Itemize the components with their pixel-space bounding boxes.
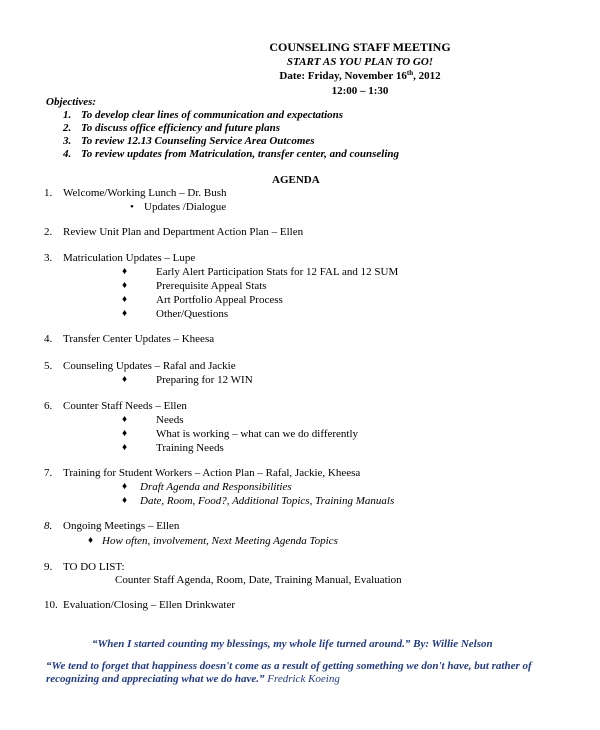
- motto: START AS YOU PLAN TO GO!: [286, 56, 434, 68]
- diamond-bullet-icon: ♦: [122, 308, 128, 319]
- quote-line: “We tend to forget that happiness doesn't come as a result of getting something we don't have, but rather of: [46, 660, 532, 672]
- agenda-subitem: Early Alert Participation Stats for 12 FAL and 12 SUM: [156, 266, 399, 278]
- agenda-subitem: Training Needs: [156, 442, 224, 454]
- agenda-subitem: Preparing for 12 WIN: [156, 374, 253, 386]
- quote-willie-nelson: “When I started counting my blessings, my whole life turned around.” By: Willie Nelson: [92, 638, 493, 650]
- diamond-bullet-icon: ♦: [122, 428, 128, 439]
- diamond-bullet-icon: ♦: [122, 442, 128, 453]
- agenda-heading: AGENDA: [272, 174, 320, 186]
- objective-number: 2.: [63, 122, 72, 134]
- agenda-item: Evaluation/Closing – Ellen Drinkwater: [63, 599, 235, 611]
- quote-line: recognizing and appreciating what we do have.” Fredrick Koeing: [46, 673, 340, 685]
- diamond-bullet-icon: ♦: [122, 374, 128, 385]
- diamond-bullet-icon: ♦: [122, 266, 128, 277]
- agenda-item: Counter Staff Needs – Ellen: [63, 400, 187, 412]
- agenda-subitem: Art Portfolio Appeal Process: [156, 294, 283, 306]
- agenda-subitem: Updates /Dialogue: [144, 201, 227, 213]
- agenda-item: Review Unit Plan and Department Action Plan – Ellen: [63, 226, 304, 238]
- document-title: COUNSELING STAFF MEETING: [269, 40, 451, 54]
- diamond-bullet-icon: ♦: [122, 481, 128, 492]
- agenda-subitem: Counter Staff Agenda, Room, Date, Training Manual, Evaluation: [115, 574, 402, 586]
- agenda-number: 1.: [44, 187, 53, 199]
- agenda-item: Matriculation Updates – Lupe: [63, 252, 196, 264]
- agenda-number: 9.: [44, 561, 53, 573]
- agenda-item: Training for Student Workers – Action Plan – Rafal, Jackie, Kheesa: [63, 467, 361, 479]
- agenda-number: 6.: [44, 400, 53, 412]
- diamond-bullet-icon: ♦: [122, 414, 128, 425]
- agenda-item: Welcome/Working Lunch – Dr. Bush: [63, 187, 227, 199]
- objective-item: To review 12.13 Counseling Service Area Outcomes: [81, 135, 315, 147]
- objective-number: 1.: [63, 109, 72, 121]
- agenda-number: 3.: [44, 252, 53, 264]
- agenda-item: Ongoing Meetings – Ellen: [63, 520, 180, 532]
- agenda-number: 7.: [44, 467, 53, 479]
- diamond-bullet-icon: ♦: [122, 294, 128, 305]
- bullet-icon: •: [130, 201, 134, 213]
- agenda-number: 5.: [44, 360, 53, 372]
- agenda-subitem: What is working – what can we do differently: [156, 428, 359, 440]
- agenda-subitem: Needs: [156, 414, 184, 426]
- diamond-bullet-icon: ♦: [122, 495, 128, 506]
- agenda-subitem: Other/Questions: [156, 308, 229, 320]
- agenda-number: 10.: [44, 599, 58, 611]
- agenda-number: 4.: [44, 333, 53, 345]
- diamond-bullet-icon: ♦: [122, 280, 128, 291]
- objective-number: 4.: [63, 148, 72, 160]
- agenda-item: Transfer Center Updates – Kheesa: [63, 333, 215, 345]
- agenda-subitem: Date, Room, Food?, Additional Topics, Training Manuals: [140, 495, 395, 507]
- objectives-heading: Objectives:: [46, 96, 97, 108]
- agenda-subitem: Prerequisite Appeal Stats: [156, 280, 267, 292]
- objective-item: To develop clear lines of communication and expectations: [81, 109, 344, 121]
- agenda-subitem: Draft Agenda and Responsibilities: [140, 481, 292, 493]
- meeting-date: Date: Friday, November 16th, 2012: [279, 69, 441, 82]
- objective-number: 3.: [63, 135, 72, 147]
- agenda-number: 8.: [44, 520, 53, 532]
- agenda-item: TO DO LIST:: [63, 561, 125, 573]
- agenda-number: 2.: [44, 226, 53, 238]
- agenda-subitem: How often, involvement, Next Meeting Agenda Topics: [102, 535, 338, 547]
- diamond-bullet-icon: ♦: [88, 535, 94, 546]
- meeting-time: 12:00 – 1:30: [331, 85, 389, 97]
- objective-item: To review updates from Matriculation, transfer center, and counseling: [81, 148, 400, 160]
- agenda-item: Counseling Updates – Rafal and Jackie: [63, 360, 236, 372]
- objective-item: To discuss office efficiency and future plans: [81, 122, 281, 134]
